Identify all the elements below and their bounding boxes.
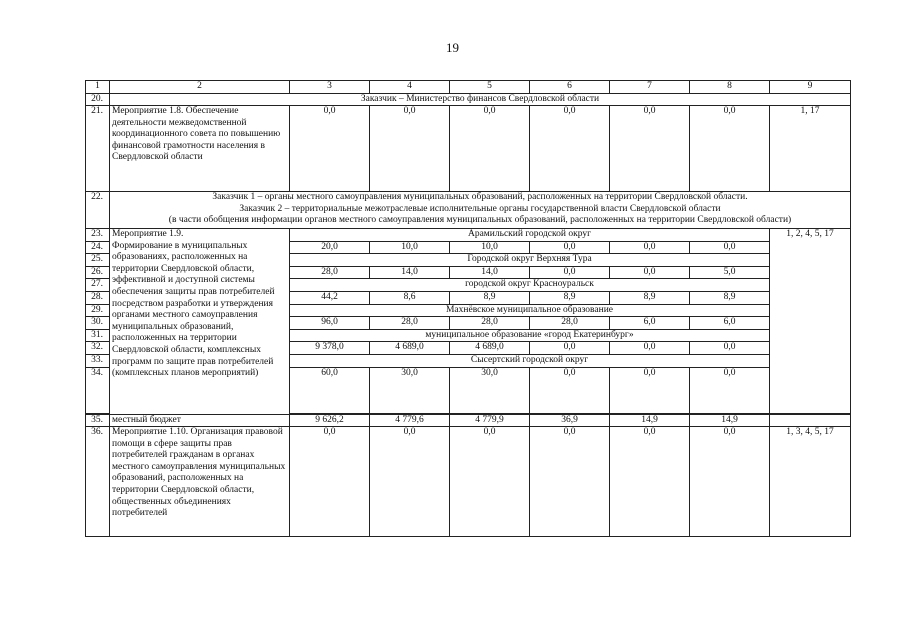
value-cell: 0,0 — [530, 367, 610, 413]
row-21 — [86, 106, 851, 192]
row-number: 31. — [86, 329, 110, 342]
row-23 — [86, 229, 851, 242]
value-cell: 0,0 — [370, 106, 450, 192]
value-cell: 0,0 — [610, 342, 690, 355]
value-cell: 60,0 — [290, 367, 370, 413]
row-number: 28. — [86, 292, 110, 305]
target-indicators — [770, 414, 851, 427]
value-cell: 0,0 — [530, 241, 610, 254]
header-cell: 2 — [110, 81, 290, 94]
value-cell: 4 689,0 — [370, 342, 450, 355]
value-cell: 0,0 — [610, 427, 690, 537]
row-number: 25. — [86, 254, 110, 267]
heading-line: (в части обобщения информации органов местного самоуправления муниципальных образований, расположенных на территории Свердловской области) — [168, 215, 792, 226]
row-35 — [86, 414, 851, 427]
row-number: 29. — [86, 304, 110, 317]
row-number: 23. — [86, 229, 110, 242]
value-cell: 0,0 — [690, 106, 770, 192]
value-cell: 0,0 — [530, 266, 610, 279]
customer-heading: Заказчик – Министерство финансов Свердловской области — [110, 93, 851, 106]
measure-description: Формирование в муниципальных образованиях, расположенных на территории Свердловской области, эффективной и доступной системы обеспечения защиты прав потребителей посредством разработки и утверждения органами местного самоуправления муниципальных образований, расположенных на территории Свердловской области, комплексных программ по защите прав потребителей (комплексных планов мероприятий) — [112, 240, 275, 379]
value-cell: 20,0 — [290, 241, 370, 254]
header-cell: 9 — [770, 81, 851, 94]
value-cell: 0,0 — [690, 427, 770, 537]
value-cell: 44,2 — [290, 292, 370, 305]
value-cell: 0,0 — [690, 367, 770, 413]
row-36 — [86, 427, 851, 537]
row-number: 33. — [86, 354, 110, 367]
header-cell: 5 — [450, 81, 530, 94]
value-cell: 6,0 — [610, 317, 690, 330]
value-cell: 30,0 — [450, 367, 530, 413]
value-cell: 10,0 — [370, 241, 450, 254]
municipality-label: Махнёвское муниципальное образование — [290, 304, 770, 317]
value-cell: 8,6 — [370, 292, 450, 305]
value-cell: 14,0 — [370, 266, 450, 279]
value-cell: 28,0 — [530, 317, 610, 330]
header-cell: 7 — [610, 81, 690, 94]
program-table — [85, 80, 851, 537]
value-cell: 4 779,9 — [450, 414, 530, 427]
value-cell: 8,9 — [530, 292, 610, 305]
value-cell: 6,0 — [690, 317, 770, 330]
row-number: 32. — [86, 342, 110, 355]
customer-heading — [110, 192, 851, 229]
target-indicators: 1, 2, 4, 5, 17 — [770, 229, 851, 413]
measure-name: Мероприятие 1.8. Обеспечение деятельности межведомственной координационного совета по повышению финансовой грамотности населения в Свердловской области — [110, 106, 290, 192]
value-cell: 4 779,6 — [370, 414, 450, 427]
value-cell: 8,9 — [450, 292, 530, 305]
municipality-label: муниципальное образование «город Екатеринбург» — [290, 329, 770, 342]
value-cell: 14,0 — [450, 266, 530, 279]
header-cell: 4 — [370, 81, 450, 94]
budget-label: местный бюджет — [110, 414, 290, 427]
header-cell: 3 — [290, 81, 370, 94]
value-cell: 28,0 — [290, 266, 370, 279]
value-cell: 0,0 — [450, 106, 530, 192]
value-cell: 30,0 — [370, 367, 450, 413]
heading-line: Заказчик 1 – органы местного самоуправления муниципальных образований, расположенных на территории Свердловской области. — [212, 192, 748, 203]
target-indicators: 1, 3, 4, 5, 17 — [770, 427, 851, 537]
value-cell: 28,0 — [370, 317, 450, 330]
row-number: 26. — [86, 266, 110, 279]
value-cell: 36,9 — [530, 414, 610, 427]
target-indicators: 1, 17 — [770, 106, 851, 192]
page-number: 19 — [446, 40, 459, 55]
value-cell: 0,0 — [290, 427, 370, 537]
row-number: 22. — [86, 192, 110, 229]
municipality-label: Городской округ Верхняя Тура — [290, 254, 770, 267]
measure-name: Мероприятие 1.10. Организация правовой помощи в сфере защиты прав потребителей гражданам в органах местного самоуправления муниципальных образований, расположенных на территории Свердловской области, общественных объединениях потребителей — [110, 427, 290, 537]
value-cell: 0,0 — [290, 106, 370, 192]
row-number: 21. — [86, 106, 110, 192]
header-cell: 8 — [690, 81, 770, 94]
header-row — [86, 81, 851, 94]
heading-line: Заказчик 2 – территориальные межотраслевые исполнительные органы государственной власти Свердловской области — [239, 203, 721, 214]
value-cell: 0,0 — [530, 106, 610, 192]
value-cell: 10,0 — [450, 241, 530, 254]
value-cell: 0,0 — [530, 427, 610, 537]
row-number: 36. — [86, 427, 110, 537]
value-cell: 0,0 — [610, 266, 690, 279]
municipality-label: Арамильский городской округ — [290, 229, 770, 242]
value-cell: 9 378,0 — [290, 342, 370, 355]
value-cell: 0,0 — [450, 427, 530, 537]
value-cell: 0,0 — [610, 106, 690, 192]
value-cell: 5,0 — [690, 266, 770, 279]
value-cell: 96,0 — [290, 317, 370, 330]
row-number: 30. — [86, 317, 110, 330]
value-cell: 9 626,2 — [290, 414, 370, 427]
row-number: 35. — [86, 414, 110, 427]
municipality-label: городской округ Красноуральск — [290, 279, 770, 292]
value-cell: 8,9 — [690, 292, 770, 305]
value-cell: 0,0 — [690, 241, 770, 254]
value-cell: 0,0 — [690, 342, 770, 355]
row-number: 34. — [86, 367, 110, 413]
value-cell: 0,0 — [610, 241, 690, 254]
value-cell: 8,9 — [610, 292, 690, 305]
value-cell: 0,0 — [530, 342, 610, 355]
measure-title: Мероприятие 1.9. — [112, 229, 184, 240]
value-cell: 14,9 — [610, 414, 690, 427]
row-number: 24. — [86, 241, 110, 254]
value-cell: 14,9 — [690, 414, 770, 427]
header-cell: 1 — [86, 81, 110, 94]
row-20 — [86, 93, 851, 106]
row-22 — [86, 192, 851, 229]
municipality-label: Сысертский городской округ — [290, 354, 770, 367]
value-cell: 28,0 — [450, 317, 530, 330]
header-cell: 6 — [530, 81, 610, 94]
value-cell: 0,0 — [610, 367, 690, 413]
value-cell: 0,0 — [370, 427, 450, 537]
value-cell: 4 689,0 — [450, 342, 530, 355]
measure-name — [110, 229, 290, 414]
row-number: 27. — [86, 279, 110, 292]
row-number: 20. — [86, 93, 110, 106]
